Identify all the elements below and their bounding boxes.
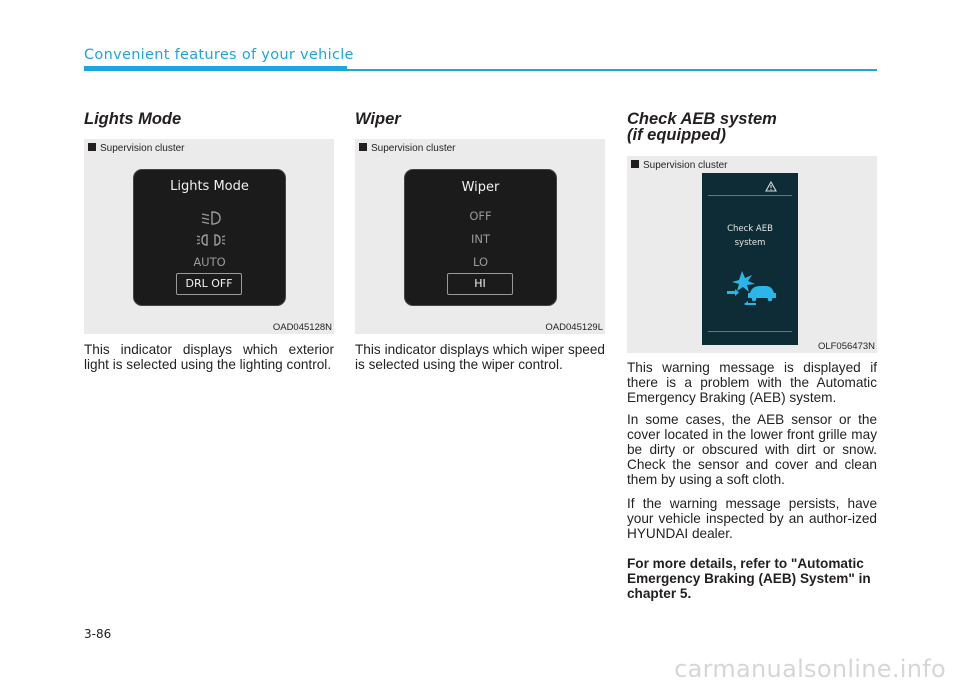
figure-code: OLF056473N [817,341,875,352]
lights-mode-title: Lights Mode [84,110,182,128]
figure-code: OAD045129L [545,322,603,333]
parking-lamp-icon [196,232,226,253]
header-accent-bar [84,66,347,71]
aeb-message-line1: Check AEB [727,224,773,234]
aeb-paragraph-3: If the warning message persists, have your vehicle inspected by an author-ized HYUNDAI dealer. [627,496,877,541]
figure-label: Supervision cluster [88,143,184,154]
wiper-cluster-display [404,169,557,306]
aeb-paragraph-1: This warning message is displayed if there is a problem with the Automatic Emergency Braking (AEB) system. [627,360,877,405]
page-number: 3-86 [84,627,112,641]
aeb-paragraph-2: In some cases, the AEB sensor or the cover located in the lower front grille may be dirty or obscured with dirt or snow. Check the sensor and cover and clean them by using a soft cloth. [627,412,877,487]
wiper-description: This indicator displays which wiper speed is selected using the wiper control. [355,342,605,372]
wiper-title: Wiper [355,110,401,128]
watermark: carmanualsonline.info [674,655,946,683]
lights-mode-description: This indicator displays which exterior light is selected using the lighting control. [84,342,334,372]
cluster-title: Lights Mode [170,179,249,194]
collision-car-icon [726,269,778,310]
aeb-title: Check AEB system [627,110,777,128]
aeb-reference-note: For more details, refer to "Automatic Emergency Braking (AEB) System" in chapter 5. [627,556,871,601]
divider [708,331,792,332]
cluster-item-auto: AUTO [193,255,226,269]
figure-code: OAD045128N [272,322,332,333]
aeb-message-line2: system [734,238,766,248]
cluster-selected-item: DRL OFF [176,273,242,295]
cluster-title: Wiper [461,180,500,195]
wiper-figure [355,139,605,334]
lights-mode-cluster-display [133,169,286,306]
aeb-figure [627,156,877,353]
lights-mode-figure [84,139,334,334]
cluster-item-lo: LO [472,255,489,269]
low-beam-icon [200,210,222,231]
section-header-title: Convenient features of your vehicle [84,47,354,63]
cluster-selected-item: HI [447,273,513,295]
aeb-cluster-display [702,173,798,345]
divider [708,195,792,196]
figure-label: Supervision cluster [631,160,727,171]
cluster-item-int: INT [470,232,491,246]
aeb-title-subtitle: (if equipped) [627,126,726,144]
figure-label: Supervision cluster [359,143,455,154]
cluster-item-off: OFF [469,209,492,223]
header-rule [347,69,877,71]
